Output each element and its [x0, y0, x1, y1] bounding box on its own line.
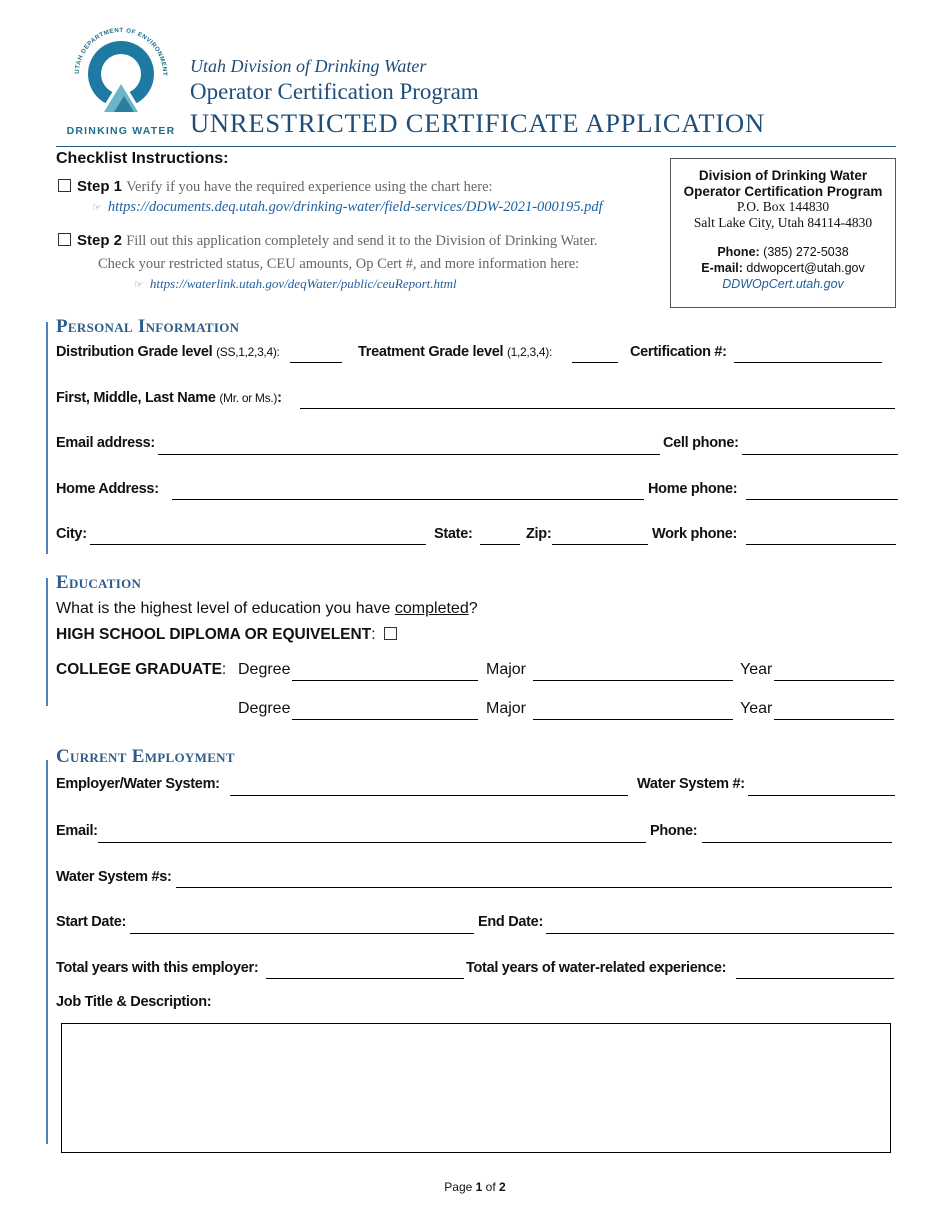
hs-label: HIGH SCHOOL DIPLOMA OR EQUIVELENT	[56, 626, 372, 643]
college-colon: :	[221, 661, 227, 678]
step1-checkbox[interactable]	[58, 179, 71, 192]
pointing-hand-icon: ☞	[92, 202, 102, 214]
education-question-u: completed	[394, 600, 469, 617]
home-phone-label: Home phone:	[648, 481, 738, 497]
checklist-heading: Checklist Instructions:	[56, 150, 229, 167]
step2-link-row	[134, 275, 457, 293]
zip-label: Zip:	[526, 526, 552, 542]
major-label: Major	[486, 661, 527, 678]
years-employer-field[interactable]	[266, 962, 464, 979]
major-field-2[interactable]	[533, 703, 733, 720]
degree-field-1[interactable]	[292, 664, 478, 681]
emp-email-label: Email:	[56, 823, 98, 839]
years-employer-label: Total years with this employer:	[56, 960, 259, 976]
hs-checkbox[interactable]	[384, 627, 397, 640]
work-phone-label: Work phone:	[652, 526, 738, 542]
contact-phone: (385) 272-5038	[763, 245, 849, 259]
name-label: First, Middle, Last Name	[56, 390, 216, 406]
contact-email-label: E-mail:	[701, 261, 743, 275]
hs-row	[56, 626, 403, 644]
treat-grade-field[interactable]	[572, 346, 618, 363]
state-label: State:	[434, 526, 473, 542]
emp-phone-label: Phone:	[650, 823, 698, 839]
employer-label: Employer/Water System:	[56, 776, 220, 792]
section-bar	[46, 322, 48, 554]
contact-phone-row	[671, 245, 895, 259]
major-field-1[interactable]	[533, 664, 733, 681]
years-water-label: Total years of water-related experience:	[466, 960, 727, 976]
page-footer	[0, 1180, 950, 1194]
contact-org2: Operator Certification Program	[683, 184, 883, 199]
division-name: Utah Division of Drinking Water	[190, 56, 427, 76]
degree-label: Degree	[238, 661, 291, 678]
logo	[66, 16, 176, 136]
education-question	[56, 600, 478, 618]
zip-field[interactable]	[552, 528, 648, 545]
ws-num-field[interactable]	[748, 779, 895, 796]
city-label: City:	[56, 526, 87, 542]
section-bar	[46, 760, 48, 1144]
ws-nums-field[interactable]	[176, 871, 892, 888]
college-row	[56, 661, 226, 679]
program-name: Operator Certification Program	[190, 79, 479, 104]
dist-grade-label: Distribution Grade level	[56, 344, 213, 360]
contact-email-row	[671, 261, 895, 275]
cell-phone-field[interactable]	[742, 438, 898, 455]
contact-email[interactable]: ddwopcert@utah.gov	[746, 261, 865, 275]
treat-grade-label: Treatment Grade level	[358, 344, 504, 360]
home-address-label: Home Address:	[56, 481, 159, 497]
ws-nums-label: Water System #s:	[56, 869, 172, 885]
employment-heading: Current Employment	[56, 746, 235, 767]
year-field-2[interactable]	[774, 703, 894, 720]
step2-link[interactable]: https://waterlink.utah.gov/deqWater/public/ceuReport.html	[149, 276, 457, 291]
end-date-field[interactable]	[546, 917, 894, 934]
degree-label: Degree	[238, 700, 291, 717]
footer-of-word: of	[485, 1180, 496, 1194]
name-hint: (Mr. or Ms.)	[219, 391, 278, 405]
logo-ring-text: UTAH DEPARTMENT OF ENVIRONMENT	[73, 26, 169, 76]
contact-web[interactable]: DDWOpCert.utah.gov	[722, 277, 844, 291]
email-label: Email address:	[56, 435, 155, 451]
education-question-a: What is the highest level of education you have	[56, 600, 391, 617]
treat-grade-label-row	[358, 344, 552, 360]
dist-grade-hint: (SS,1,2,3,4):	[216, 345, 280, 359]
education-heading: Education	[56, 572, 142, 593]
step1-text: Verify if you have the required experience using the chart here:	[126, 179, 493, 195]
cell-phone-label: Cell phone:	[663, 435, 739, 451]
treat-grade-hint: (1,2,3,4):	[506, 345, 552, 359]
dist-grade-field[interactable]	[290, 346, 342, 363]
major-label: Major	[486, 700, 527, 717]
cert-num-label: Certification #:	[630, 344, 727, 360]
ws-num-label: Water System #:	[637, 776, 745, 792]
emp-email-field[interactable]	[98, 826, 646, 843]
name-field[interactable]	[300, 392, 895, 409]
employer-field[interactable]	[230, 779, 628, 796]
deq-logo-icon	[66, 16, 176, 136]
contact-phone-label: Phone:	[717, 245, 760, 259]
step1-row	[58, 178, 493, 196]
state-field[interactable]	[480, 528, 520, 545]
job-desc-textarea[interactable]	[61, 1023, 891, 1153]
years-water-field[interactable]	[736, 962, 894, 979]
step1-link-row	[92, 198, 603, 216]
start-date-field[interactable]	[130, 917, 474, 934]
step2-label: Step 2	[77, 232, 123, 249]
hs-colon: :	[371, 626, 376, 643]
name-colon: :	[277, 390, 282, 406]
contact-po: P.O. Box 144830	[736, 199, 830, 214]
header-divider	[56, 146, 896, 147]
step2-text2: Check your restricted status, CEU amounts, Op Cert #, and more information here:	[98, 256, 580, 272]
step2-checkbox[interactable]	[58, 233, 71, 246]
degree-field-2[interactable]	[292, 703, 478, 720]
pointing-hand-icon: ☞	[134, 279, 144, 291]
end-date-label: End Date:	[478, 914, 543, 930]
emp-phone-field[interactable]	[702, 826, 892, 843]
job-desc-label: Job Title & Description:	[56, 994, 212, 1010]
college-label: COLLEGE GRADUATE	[56, 661, 222, 678]
logo-caption: DRINKING WATER	[66, 125, 176, 137]
email-field[interactable]	[158, 438, 660, 455]
footer-page-word: Page	[444, 1180, 473, 1194]
step2-row	[58, 232, 598, 250]
contact-city: Salt Lake City, Utah 84114-4830	[693, 215, 873, 230]
footer-page-total: 2	[499, 1180, 506, 1194]
year-label: Year	[740, 661, 773, 678]
contact-box	[670, 158, 896, 308]
work-phone-field[interactable]	[746, 528, 896, 545]
cert-num-field[interactable]	[734, 346, 882, 363]
footer-page-num: 1	[475, 1180, 483, 1194]
home-address-field[interactable]	[172, 483, 644, 500]
year-field-1[interactable]	[774, 664, 894, 681]
name-label-row	[56, 390, 282, 406]
section-bar	[46, 578, 48, 706]
start-date-label: Start Date:	[56, 914, 127, 930]
step1-label: Step 1	[77, 178, 123, 195]
personal-heading: Personal Information	[56, 316, 240, 337]
home-phone-field[interactable]	[746, 483, 898, 500]
page-title: UNRESTRICTED CERTIFICATE APPLICATION	[190, 108, 765, 138]
education-question-b: ?	[468, 600, 478, 617]
contact-org1: Division of Drinking Water	[698, 168, 868, 183]
step1-link[interactable]: https://documents.deq.utah.gov/drinking-water/field-services/DDW-2021-000195.pdf	[107, 199, 603, 215]
dist-grade-label-row	[56, 344, 280, 360]
step2-text: Fill out this application completely and send it to the Division of Drinking Water.	[126, 233, 598, 249]
year-label: Year	[740, 700, 773, 717]
city-field[interactable]	[90, 528, 426, 545]
